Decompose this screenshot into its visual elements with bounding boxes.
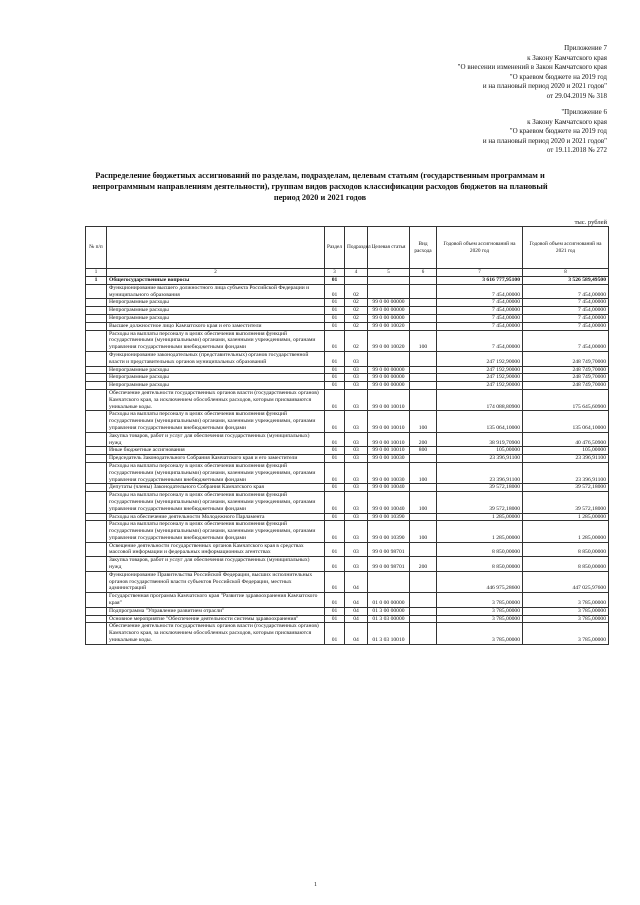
row-target-article: 99 0 00 10390	[368, 521, 410, 542]
row-section: 01	[325, 322, 345, 330]
row-expense-type	[410, 455, 437, 463]
table-row	[86, 623, 609, 644]
annex-line: к Закону Камчатского края	[527, 117, 607, 126]
row-amount-2020: 8 850,00000	[437, 542, 523, 557]
annex-line: к Закону Камчатского края	[527, 53, 607, 62]
row-target-article: 99 0 00 10020	[368, 330, 410, 351]
row-target-article: 01 3 00 00000	[368, 607, 410, 615]
page-number: 1	[314, 882, 317, 888]
header-cell: Вид расхода	[410, 227, 437, 269]
row-amount-2021: 3 785,00000	[523, 623, 609, 644]
row-amount-2020: 7 454,00000	[437, 284, 523, 299]
row-name: Закупка товаров, работ и услуг для обеспечения государственных (муниципальных) нужд	[107, 432, 325, 447]
row-section: 01	[325, 521, 345, 542]
row-section: 01	[325, 314, 345, 322]
row-expense-type	[410, 571, 437, 592]
table-row	[86, 521, 609, 542]
annex-7-header	[458, 44, 607, 102]
annex-line: "О краевом бюджете на 2019 год	[509, 127, 607, 136]
row-name: Функционирование высшего должностного лица субъекта Российской Федерации и муниципального образования	[107, 284, 325, 299]
row-expense-type	[410, 593, 437, 608]
row-number	[86, 521, 107, 542]
table-row	[86, 374, 609, 382]
row-subsection: 03	[345, 455, 368, 463]
row-expense-type	[410, 277, 437, 285]
row-target-article: 99 0 00 00000	[368, 382, 410, 390]
row-amount-2021: 7 454,00000	[523, 330, 609, 351]
row-subsection: 03	[345, 513, 368, 521]
row-expense-type: 100	[410, 492, 437, 513]
row-section: 01	[325, 513, 345, 521]
row-expense-type: 100	[410, 330, 437, 351]
row-section: 01	[325, 299, 345, 307]
row-target-article: 99 0 00 10040	[368, 484, 410, 492]
table-row	[86, 299, 609, 307]
row-subsection: 03	[345, 447, 368, 455]
row-section: 01	[325, 593, 345, 608]
table-row	[86, 462, 609, 483]
row-amount-2020: 7 454,00000	[437, 314, 523, 322]
row-target-article	[368, 571, 410, 592]
row-name: Председатель Законодательного Собрания Камчатского края и его заместители	[107, 455, 325, 463]
row-subsection: 04	[345, 623, 368, 644]
table-header-row	[86, 227, 609, 269]
row-amount-2020: 38 919,70900	[437, 432, 523, 447]
row-amount-2021: 1 285,00000	[523, 513, 609, 521]
row-name: Расходы на выплаты персоналу в целях обеспечения выполнения функций государственными (муниципальными) органами, казенными учреждениями, органами управления государственными внебюджетными фондами	[107, 521, 325, 542]
row-subsection: 03	[345, 382, 368, 390]
row-number	[86, 307, 107, 315]
row-amount-2021: 39 572,18000	[523, 492, 609, 513]
table-row	[86, 513, 609, 521]
row-number	[86, 623, 107, 644]
row-subsection: 03	[345, 374, 368, 382]
row-expense-type: 800	[410, 447, 437, 455]
row-section: 01	[325, 615, 345, 623]
row-subsection: 02	[345, 330, 368, 351]
row-name: Расходы на выплаты персоналу в целях обеспечения выполнения функций государственными (муниципальными) органами, казенными учреждениями, органами управления государственными внебюджетными фондами	[107, 330, 325, 351]
budget-table	[85, 226, 609, 645]
row-amount-2020: 446 975,28600	[437, 571, 523, 592]
table-row	[86, 307, 609, 315]
row-amount-2021: 105,00000	[523, 447, 609, 455]
row-section: 01	[325, 411, 345, 432]
table-row	[86, 314, 609, 322]
row-subsection: 03	[345, 484, 368, 492]
table-row	[86, 484, 609, 492]
row-target-article: 99 0 00 00000	[368, 299, 410, 307]
row-subsection: 04	[345, 571, 368, 592]
row-name: Функционирование Правительства Российской Федерации, высших исполнительных органов государственной власти субъектов Российской Федерации, местных администраций	[107, 571, 325, 592]
table-row	[86, 615, 609, 623]
row-target-article: 99 0 00 98701	[368, 557, 410, 572]
row-section: 01	[325, 455, 345, 463]
row-section: 01	[325, 484, 345, 492]
row-name: Расходы на обеспечение деятельности Молодежного Парламента	[107, 513, 325, 521]
row-amount-2021: 3 785,00000	[523, 593, 609, 608]
row-name: Непрограммные расходы	[107, 366, 325, 374]
row-target-article	[368, 351, 410, 366]
table-row	[86, 571, 609, 592]
row-name: Непрограммные расходы	[107, 314, 325, 322]
column-number-row	[86, 269, 609, 277]
row-target-article	[368, 277, 410, 285]
annex-line: и на плановый период 2020 и 2021 годов"	[482, 82, 607, 91]
column-number: 8	[523, 269, 609, 277]
row-number	[86, 314, 107, 322]
row-amount-2021: 248 749,70000	[523, 351, 609, 366]
row-subsection: 04	[345, 607, 368, 615]
row-amount-2021: 248 749,70000	[523, 366, 609, 374]
row-expense-type	[410, 484, 437, 492]
row-section: 01	[325, 389, 345, 410]
row-name: Основное мероприятие "Обеспечение деятельности системы здравоохранения"	[107, 615, 325, 623]
table-row	[86, 432, 609, 447]
row-amount-2020: 7 454,00000	[437, 307, 523, 315]
row-name: Непрограммные расходы	[107, 374, 325, 382]
row-amount-2021: 135 064,10000	[523, 411, 609, 432]
row-amount-2021: 8 850,00000	[523, 557, 609, 572]
row-expense-type	[410, 513, 437, 521]
row-amount-2020: 247 192,90000	[437, 366, 523, 374]
row-name: Высшее должностное лицо Камчатского края и его заместители	[107, 322, 325, 330]
row-expense-type	[410, 351, 437, 366]
row-subsection: 03	[345, 389, 368, 410]
row-amount-2020: 3 785,00000	[437, 615, 523, 623]
row-number	[86, 593, 107, 608]
row-subsection: 03	[345, 462, 368, 483]
row-expense-type	[410, 284, 437, 299]
row-number	[86, 411, 107, 432]
row-number	[86, 513, 107, 521]
row-number	[86, 366, 107, 374]
column-number: 3	[325, 269, 345, 277]
row-amount-2020: 105,00000	[437, 447, 523, 455]
row-number	[86, 462, 107, 483]
row-number	[86, 484, 107, 492]
row-amount-2020: 39 572,18000	[437, 484, 523, 492]
row-expense-type: 100	[410, 462, 437, 483]
header-cell: № п/п	[86, 227, 107, 269]
row-amount-2020: 3 616 777,95100	[437, 277, 523, 285]
row-target-article: 99 0 00 00000	[368, 314, 410, 322]
row-expense-type	[410, 374, 437, 382]
row-amount-2021: 3 785,00000	[523, 615, 609, 623]
table-row	[86, 492, 609, 513]
row-amount-2021: 8 850,00000	[523, 542, 609, 557]
row-amount-2021: 447 025,97600	[523, 571, 609, 592]
row-number	[86, 299, 107, 307]
row-amount-2021: 248 749,70000	[523, 382, 609, 390]
row-amount-2021: 39 572,18000	[523, 484, 609, 492]
table-row	[86, 557, 609, 572]
row-target-article: 99 0 00 00000	[368, 374, 410, 382]
row-number	[86, 615, 107, 623]
row-section: 01	[325, 432, 345, 447]
row-amount-2021: 23 396,91100	[523, 462, 609, 483]
row-expense-type	[410, 366, 437, 374]
row-expense-type	[410, 389, 437, 410]
header-cell: Раздел	[325, 227, 345, 269]
row-expense-type: 100	[410, 411, 437, 432]
row-number	[86, 284, 107, 299]
row-amount-2021: 7 454,00000	[523, 322, 609, 330]
row-number	[86, 330, 107, 351]
header-cell: Годовой объем ассигнований на 2020 год	[437, 227, 523, 269]
row-subsection: 02	[345, 314, 368, 322]
row-name: Обеспечение деятельности государственных органов власти (государственных органов) Камчатского края, за исключением обособленных расходов, которым присваиваются уникальные коды.	[107, 623, 325, 644]
row-section: 01	[325, 307, 345, 315]
table-row	[86, 366, 609, 374]
row-amount-2020: 247 192,90000	[437, 374, 523, 382]
row-amount-2020: 3 785,00000	[437, 593, 523, 608]
column-number: 1	[86, 269, 107, 277]
row-subsection: 03	[345, 351, 368, 366]
row-amount-2020: 1 285,00000	[437, 513, 523, 521]
row-name: Расходы на выплаты персоналу в целях обеспечения выполнения функций государственными (муниципальными) органами, казенными учреждениями, органами управления государственными внебюджетными фондами	[107, 462, 325, 483]
row-expense-type: 100	[410, 521, 437, 542]
row-name: Освещение деятельности государственных органов Камчатского края в средствах массовой информации и федеральных информационных агентствах	[107, 542, 325, 557]
row-target-article: 99 0 00 10040	[368, 492, 410, 513]
row-section: 01	[325, 623, 345, 644]
row-number: 1	[86, 277, 107, 285]
row-amount-2021: 1 285,00000	[523, 521, 609, 542]
row-expense-type	[410, 607, 437, 615]
row-number	[86, 571, 107, 592]
annex-line: "О краевом бюджете на 2019 год	[509, 72, 607, 81]
row-subsection: 02	[345, 307, 368, 315]
row-number	[86, 492, 107, 513]
row-target-article: 99 0 00 00000	[368, 366, 410, 374]
row-subsection: 04	[345, 593, 368, 608]
row-section: 01	[325, 382, 345, 390]
row-amount-2021: 3 526 589,49500	[523, 277, 609, 285]
header-cell: Целевая статья	[368, 227, 410, 269]
row-name: Непрограммные расходы	[107, 299, 325, 307]
annex-line: и на плановый период 2020 и 2021 годов"	[482, 136, 607, 145]
table-row	[86, 411, 609, 432]
row-name: Подпрограмма "Управление развитием отрасли"	[107, 607, 325, 615]
row-expense-type: 200	[410, 432, 437, 447]
row-subsection: 04	[345, 615, 368, 623]
row-name: Непрограммные расходы	[107, 307, 325, 315]
row-expense-type	[410, 314, 437, 322]
row-subsection: 03	[345, 366, 368, 374]
row-name: Государственная программа Камчатского края "Развитие здравоохранения Камчатского края"	[107, 593, 325, 608]
row-amount-2020: 7 454,00000	[437, 322, 523, 330]
row-subsection	[345, 277, 368, 285]
row-amount-2020: 39 572,18000	[437, 492, 523, 513]
row-name: Расходы на выплаты персоналу в целях обеспечения выполнения функций государственными (муниципальными) органами, казенными учреждениями, органами управления государственными внебюджетными фондами	[107, 492, 325, 513]
row-target-article: 99 0 00 10010	[368, 447, 410, 455]
row-number	[86, 455, 107, 463]
column-number: 7	[437, 269, 523, 277]
row-target-article: 99 0 00 98701	[368, 542, 410, 557]
row-number	[86, 374, 107, 382]
annex-line: "О внесении изменений в Закон Камчатского края	[457, 63, 607, 72]
table-row	[86, 322, 609, 330]
row-amount-2021: 7 454,00000	[523, 284, 609, 299]
row-amount-2020: 7 454,00000	[437, 330, 523, 351]
table-row	[86, 455, 609, 463]
row-subsection: 03	[345, 542, 368, 557]
table-row	[86, 277, 609, 285]
row-expense-type	[410, 623, 437, 644]
row-name: Обеспечение деятельности государственных органов власти (государственных органов) Камчатского края, за исключением обособленных расходов, которым присваиваются уникальные коды.	[107, 389, 325, 410]
row-name: Общегосударственные вопросы	[107, 277, 325, 285]
row-section: 01	[325, 366, 345, 374]
row-number	[86, 432, 107, 447]
row-target-article: 01 3 03 00000	[368, 615, 410, 623]
table-row	[86, 593, 609, 608]
header-cell	[107, 227, 325, 269]
row-expense-type	[410, 322, 437, 330]
row-amount-2020: 23 396,91100	[437, 462, 523, 483]
units-label: тыс. рублей	[574, 219, 607, 226]
table-row	[86, 542, 609, 557]
row-amount-2020: 247 192,90000	[437, 351, 523, 366]
row-amount-2020: 174 088,80900	[437, 389, 523, 410]
row-name: Расходы на выплаты персоналу в целях обеспечения выполнения функций государственными (муниципальными) органами, казенными учреждениями, органами управления государственными внебюджетными фондами	[107, 411, 325, 432]
row-amount-2020: 23 396,91100	[437, 455, 523, 463]
table-row	[86, 330, 609, 351]
row-name: Депутаты (члены) Законодательного Собрания Камчатского края	[107, 484, 325, 492]
row-name: Непрограммные расходы	[107, 382, 325, 390]
row-expense-type	[410, 382, 437, 390]
row-target-article: 99 0 00 00000	[368, 307, 410, 315]
row-name: Иные бюджетные ассигнования	[107, 447, 325, 455]
row-section: 01	[325, 462, 345, 483]
annex-6-header	[483, 108, 607, 156]
row-expense-type	[410, 299, 437, 307]
row-section: 01	[325, 374, 345, 382]
row-amount-2021: 40 476,50900	[523, 432, 609, 447]
row-amount-2021: 7 454,00000	[523, 299, 609, 307]
row-target-article: 99 0 00 10030	[368, 462, 410, 483]
row-number	[86, 389, 107, 410]
row-amount-2021: 7 454,00000	[523, 307, 609, 315]
annex-line: от 19.11.2018 № 272	[546, 146, 607, 155]
document-title: Распределение бюджетных ассигнований по разделам, подразделам, целевым статьям (государственным программам и непрограммным направлениям деятельности), группам видов расходов классификации расходов бюджетов на плановый период 2020 и 2021 годов	[92, 171, 548, 202]
row-amount-2020: 8 850,00000	[437, 557, 523, 572]
column-number: 5	[368, 269, 410, 277]
row-target-article: 01 0 00 00000	[368, 593, 410, 608]
row-expense-type	[410, 615, 437, 623]
row-subsection: 02	[345, 299, 368, 307]
row-number	[86, 351, 107, 366]
row-target-article: 99 0 00 10010	[368, 389, 410, 410]
row-section: 01	[325, 277, 345, 285]
budget-table-body	[86, 277, 609, 645]
row-section: 01	[325, 447, 345, 455]
header-cell: Подраздел	[345, 227, 368, 269]
table-row	[86, 389, 609, 410]
row-amount-2021: 23 396,91100	[523, 455, 609, 463]
row-target-article: 99 0 00 10010	[368, 432, 410, 447]
row-amount-2021: 7 454,00000	[523, 314, 609, 322]
row-target-article: 99 0 00 10390	[368, 513, 410, 521]
row-number	[86, 322, 107, 330]
row-subsection: 03	[345, 521, 368, 542]
row-section: 01	[325, 542, 345, 557]
row-target-article: 01 3 03 10010	[368, 623, 410, 644]
table-row	[86, 382, 609, 390]
row-number	[86, 542, 107, 557]
row-section: 01	[325, 607, 345, 615]
column-number: 6	[410, 269, 437, 277]
row-number	[86, 447, 107, 455]
row-subsection: 03	[345, 411, 368, 432]
row-target-article: 99 0 00 10010	[368, 411, 410, 432]
row-name: Функционирование законодательных (представительных) органов государственной власти и представительных органов муниципальных образований	[107, 351, 325, 366]
row-amount-2020: 7 454,00000	[437, 299, 523, 307]
column-number: 2	[107, 269, 325, 277]
header-cell: Годовой объем ассигнований на 2021 год	[523, 227, 609, 269]
row-name: Закупка товаров, работ и услуг для обеспечения государственных (муниципальных) нужд	[107, 557, 325, 572]
row-number	[86, 382, 107, 390]
row-amount-2021: 175 645,60900	[523, 389, 609, 410]
row-number	[86, 607, 107, 615]
row-section: 01	[325, 571, 345, 592]
row-amount-2021: 248 749,70000	[523, 374, 609, 382]
table-row	[86, 607, 609, 615]
table-row	[86, 284, 609, 299]
row-expense-type: 200	[410, 557, 437, 572]
row-expense-type	[410, 542, 437, 557]
row-section: 01	[325, 351, 345, 366]
row-section: 01	[325, 284, 345, 299]
row-subsection: 03	[345, 492, 368, 513]
column-number: 4	[345, 269, 368, 277]
row-section: 01	[325, 557, 345, 572]
row-amount-2021: 3 785,00000	[523, 607, 609, 615]
row-section: 01	[325, 492, 345, 513]
annex-line: от 29.04.2019 № 318	[546, 91, 607, 100]
annex-line: Приложение 7	[564, 44, 607, 52]
row-amount-2020: 3 785,00000	[437, 607, 523, 615]
row-target-article: 99 0 00 10030	[368, 455, 410, 463]
annex-line: "Приложение 6	[561, 108, 607, 116]
row-target-article: 99 0 00 10020	[368, 322, 410, 330]
row-subsection: 03	[345, 557, 368, 572]
row-amount-2020: 135 064,10000	[437, 411, 523, 432]
row-amount-2020: 1 285,00000	[437, 521, 523, 542]
row-target-article	[368, 284, 410, 299]
row-number	[86, 557, 107, 572]
row-expense-type	[410, 307, 437, 315]
row-amount-2020: 3 785,00000	[437, 623, 523, 644]
row-amount-2020: 247 192,90000	[437, 382, 523, 390]
row-section: 01	[325, 330, 345, 351]
row-subsection: 03	[345, 432, 368, 447]
row-subsection: 02	[345, 322, 368, 330]
table-row	[86, 351, 609, 366]
row-subsection: 02	[345, 284, 368, 299]
table-row	[86, 447, 609, 455]
